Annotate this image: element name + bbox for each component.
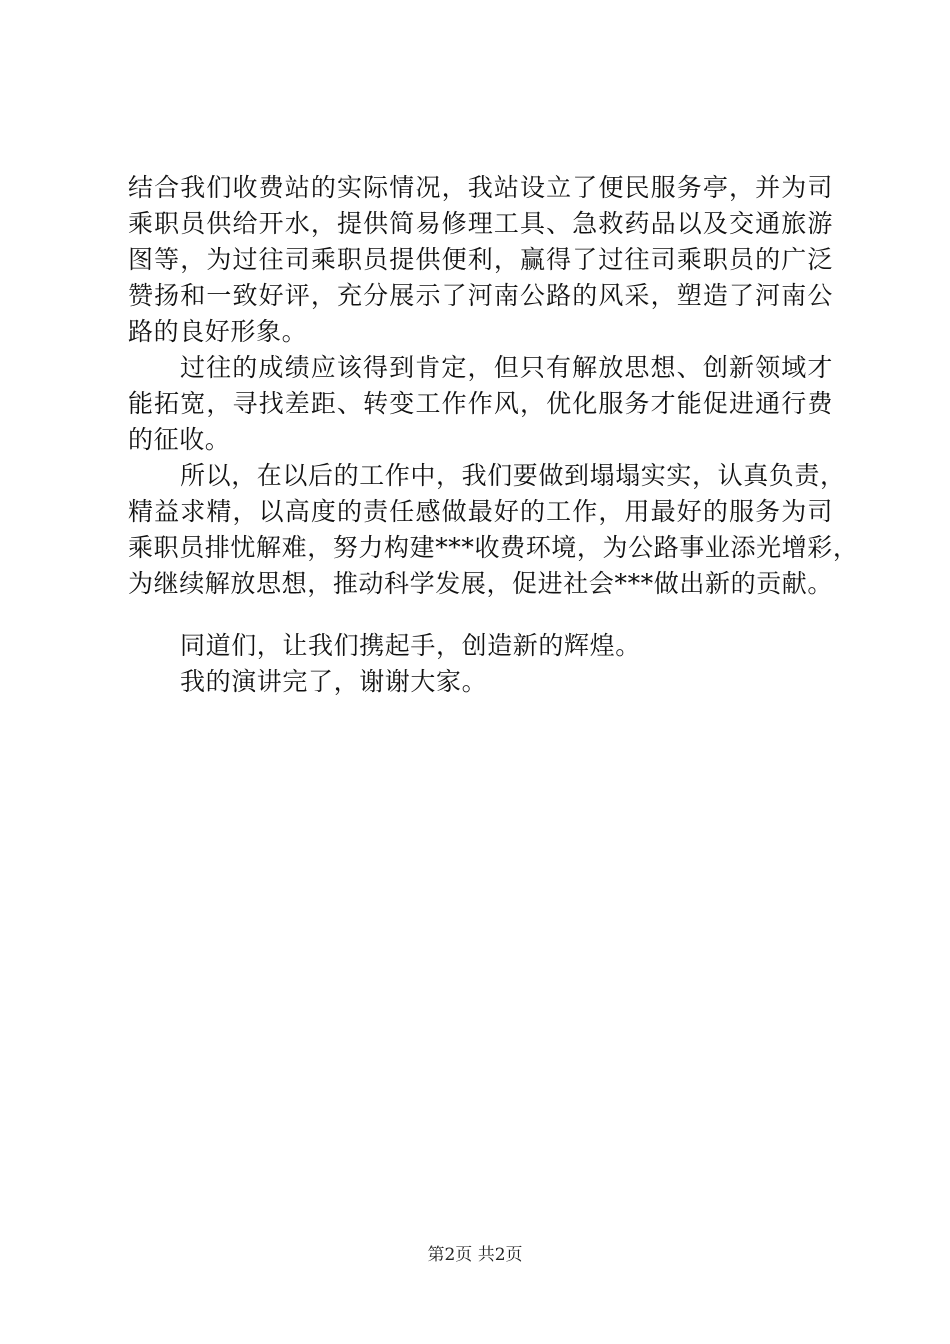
paragraph-2-line-1: 过往的成绩应该得到肯定，但只有解放思想、创新领域才 bbox=[180, 353, 833, 382]
paragraph-2-line-3: 的征收。 bbox=[128, 425, 231, 454]
paragraph-1-line-5: 路的良好形象。 bbox=[128, 317, 308, 346]
paragraph-3-line-4: 为继续解放思想，推动科学发展，促进社会***做出新的贡献。 bbox=[128, 569, 833, 598]
page-footer bbox=[0, 1244, 950, 1266]
page-number-label: 第2页 共2页 bbox=[427, 1245, 523, 1265]
paragraph-1-line-3: 图等，为过往司乘职员提供便利，赢得了过往司乘职员的广泛 bbox=[128, 245, 833, 274]
paragraph-5-line-1: 我的演讲完了，谢谢大家。 bbox=[180, 667, 488, 696]
paragraph-1-line-4: 赞扬和一致好评，充分展示了河南公路的风采，塑造了河南公 bbox=[128, 281, 833, 310]
paragraph-1-line-1: 结合我们收费站的实际情况，我站设立了便民服务亭，并为司 bbox=[128, 173, 833, 202]
document-body bbox=[128, 170, 859, 700]
paragraph-3-line-1: 所以，在以后的工作中，我们要做到塌塌实实，认真负责， bbox=[180, 461, 846, 490]
paragraph-4-line-1: 同道们，让我们携起手，创造新的辉煌。 bbox=[180, 631, 641, 660]
paragraph-2-line-2: 能拓宽，寻找差距、转变工作作风，优化服务才能促进通行费 bbox=[128, 389, 833, 418]
paragraph-1-line-2: 乘职员供给开水，提供简易修理工具、急救药品以及交通旅游 bbox=[128, 209, 833, 238]
paragraph-3-line-3: 乘职员排忧解难，努力构建***收费环境，为公路事业添光增彩， bbox=[128, 533, 859, 562]
paragraph-3-line-2: 精益求精，以高度的责任感做最好的工作，用最好的服务为司 bbox=[128, 497, 833, 526]
